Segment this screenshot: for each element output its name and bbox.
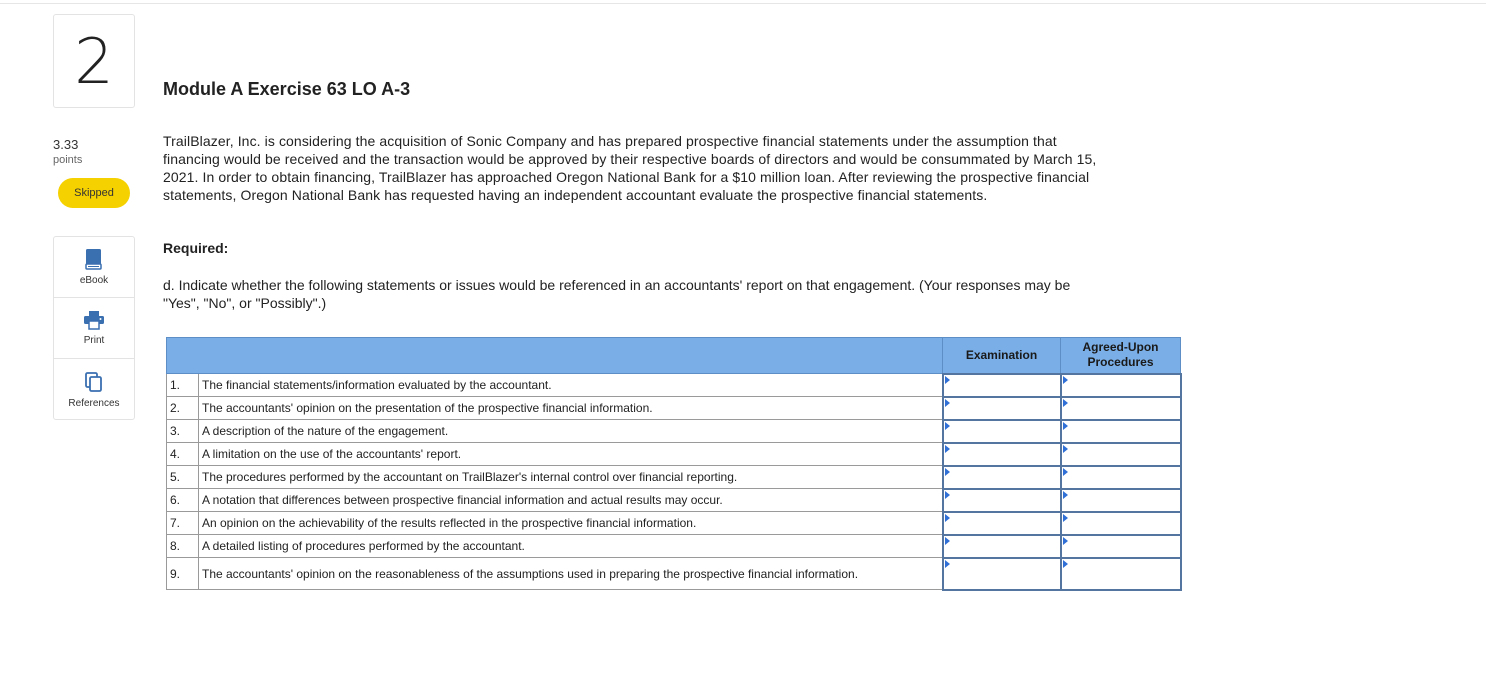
examination-cell[interactable] [943, 535, 1061, 558]
agreed-upon-input[interactable] [1062, 490, 1180, 511]
examination-cell[interactable] [943, 397, 1061, 420]
print-label: Print [83, 335, 105, 346]
examination-input[interactable] [944, 444, 1060, 465]
examination-cell[interactable] [943, 512, 1061, 535]
agreed-upon-cell[interactable] [1061, 535, 1181, 558]
dropdown-indicator-icon [945, 537, 950, 545]
dropdown-indicator-icon [945, 399, 950, 407]
row-number: 3. [167, 420, 199, 443]
row-number: 8. [167, 535, 199, 558]
examination-cell[interactable] [943, 374, 1061, 397]
ebook-button[interactable] [54, 237, 134, 298]
dropdown-indicator-icon [1063, 468, 1068, 476]
table-row [167, 558, 1181, 590]
agreed-upon-cell[interactable] [1061, 374, 1181, 397]
agreed-upon-input[interactable] [1062, 444, 1180, 465]
agreed-upon-input[interactable] [1062, 513, 1180, 534]
answer-table [166, 337, 1182, 591]
row-number: 7. [167, 512, 199, 535]
row-number: 4. [167, 443, 199, 466]
table-row [167, 397, 1181, 420]
examination-cell[interactable] [943, 558, 1061, 590]
points-label: points [53, 154, 83, 166]
agreed-upon-input[interactable] [1062, 536, 1180, 557]
dropdown-indicator-icon [1063, 537, 1068, 545]
tools-panel [53, 236, 135, 420]
instruction-text: d. Indicate whether the following statements or issues would be referenced in an accountants' report on that engagement. (Your responses may be "Yes", "No", or "Possibly".) [163, 277, 1071, 311]
agreed-upon-cell[interactable] [1061, 489, 1181, 512]
references-icon [84, 371, 104, 393]
printer-icon [83, 310, 105, 330]
question-number: 2 [53, 14, 135, 108]
table-row [167, 535, 1181, 558]
dropdown-indicator-icon [1063, 445, 1068, 453]
table-row [167, 420, 1181, 443]
row-statement: The procedures performed by the accountant on TrailBlazer's internal control over financial reporting. [199, 466, 943, 489]
agreed-upon-cell[interactable] [1061, 558, 1181, 590]
dropdown-indicator-icon [1063, 376, 1068, 384]
examination-cell[interactable] [943, 420, 1061, 443]
agreed-upon-input[interactable] [1062, 398, 1180, 419]
examination-input[interactable] [944, 559, 1060, 589]
dropdown-indicator-icon [945, 491, 950, 499]
table-row [167, 443, 1181, 466]
table-header-row [167, 338, 1181, 374]
dropdown-indicator-icon [1063, 399, 1068, 407]
print-button[interactable] [54, 298, 134, 359]
dropdown-indicator-icon [1063, 422, 1068, 430]
examination-input[interactable] [944, 513, 1060, 534]
row-statement: An opinion on the achievability of the results reflected in the prospective financial information. [199, 512, 943, 535]
agreed-upon-cell[interactable] [1061, 512, 1181, 535]
examination-cell[interactable] [943, 466, 1061, 489]
dropdown-indicator-icon [1063, 491, 1068, 499]
agreed-upon-cell[interactable] [1061, 420, 1181, 443]
dropdown-indicator-icon [945, 468, 950, 476]
dropdown-indicator-icon [945, 445, 950, 453]
table-row [167, 374, 1181, 397]
agreed-upon-input[interactable] [1062, 559, 1180, 589]
dropdown-indicator-icon [945, 514, 950, 522]
agreed-upon-header: Agreed-Upon Procedures [1061, 338, 1181, 374]
row-statement: The accountants' opinion on the reasonableness of the assumptions used in preparing the prospective financial information. [199, 558, 943, 590]
examination-input[interactable] [944, 421, 1060, 442]
agreed-upon-input[interactable] [1062, 421, 1180, 442]
problem-text: TrailBlazer, Inc. is considering the acquisition of Sonic Company and has prepared prospective financial statements under the assumption that financing would be received and the transaction would be approved by their respective boards of directors and would be consummated by March 15, 2021. In order to obtain financing, TrailBlazer has approached Oregon National Bank for a $10 million loan. After reviewing the prospective financial statements, Oregon National Bank has requested having an independent accountant evaluate the prospective financial statements. [163, 133, 1097, 203]
required-heading: Required: [163, 240, 229, 256]
examination-header: Examination [943, 338, 1061, 374]
row-statement: The financial statements/information evaluated by the accountant. [199, 374, 943, 397]
row-statement: A description of the nature of the engagement. [199, 420, 943, 443]
row-number: 5. [167, 466, 199, 489]
agreed-upon-cell[interactable] [1061, 466, 1181, 489]
agreed-upon-cell[interactable] [1061, 443, 1181, 466]
agreed-upon-cell[interactable] [1061, 397, 1181, 420]
examination-input[interactable] [944, 490, 1060, 511]
table-row [167, 489, 1181, 512]
row-number: 6. [167, 489, 199, 512]
table-row [167, 466, 1181, 489]
book-icon [84, 248, 104, 270]
agreed-upon-input[interactable] [1062, 375, 1180, 396]
row-statement: A limitation on the use of the accountants' report. [199, 443, 943, 466]
examination-input[interactable] [944, 467, 1060, 488]
points-value: 3.33 [53, 137, 79, 152]
top-divider [0, 3, 1486, 4]
page-title: Module A Exercise 63 LO A-3 [163, 79, 411, 99]
dropdown-indicator-icon [945, 560, 950, 568]
references-button[interactable] [54, 359, 134, 420]
dropdown-indicator-icon [1063, 514, 1068, 522]
blank-header [167, 338, 943, 374]
row-statement: The accountants' opinion on the presentation of the prospective financial information. [199, 397, 943, 420]
dropdown-indicator-icon [1063, 560, 1068, 568]
examination-input[interactable] [944, 375, 1060, 396]
row-statement: A detailed listing of procedures performed by the accountant. [199, 535, 943, 558]
examination-cell[interactable] [943, 489, 1061, 512]
row-number: 2. [167, 397, 199, 420]
skipped-badge: Skipped [58, 178, 130, 208]
agreed-upon-input[interactable] [1062, 467, 1180, 488]
table-row [167, 512, 1181, 535]
examination-cell[interactable] [943, 443, 1061, 466]
examination-input[interactable] [944, 398, 1060, 419]
references-label: References [68, 397, 120, 409]
row-number: 1. [167, 374, 199, 397]
ebook-label: eBook [79, 275, 109, 286]
examination-input[interactable] [944, 536, 1060, 557]
row-statement: A notation that differences between prospective financial information and actual results may occur. [199, 489, 943, 512]
dropdown-indicator-icon [945, 422, 950, 430]
row-number: 9. [167, 558, 199, 590]
dropdown-indicator-icon [945, 376, 950, 384]
